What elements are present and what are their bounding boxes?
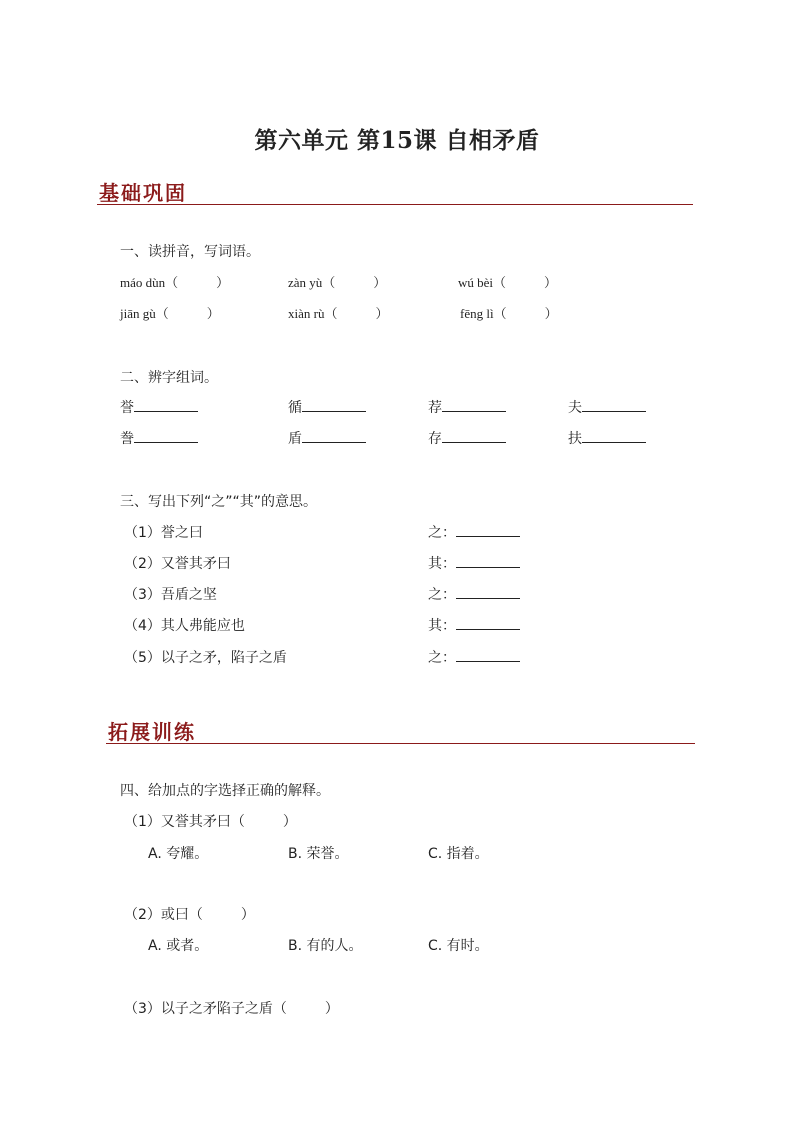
q1-item-5: xiàn rù（ ）: [288, 306, 389, 321]
section-heading-extend: 拓展训练: [108, 720, 196, 744]
q3-phrase-4: （4）其人弗能应也: [124, 618, 245, 634]
q2-item-3: 荐: [428, 397, 506, 417]
q4-option-1b: B. 荣誉。: [288, 846, 349, 862]
q1-item-2: zàn yù（ ）: [288, 275, 387, 290]
q4-option-2b: B. 有的人。: [288, 938, 363, 954]
q2-item-5: 誊: [120, 428, 198, 448]
q2-item-2: 循: [288, 397, 366, 417]
q3-phrase-3: （3）吾盾之坚: [124, 587, 217, 603]
q1-item-1: máo dùn（ ）: [120, 275, 230, 290]
page-title: 第六单元 第15课 自相矛盾: [254, 127, 540, 154]
q2-item-6: 盾: [288, 428, 366, 448]
q4-option-2c: C. 有时。: [428, 938, 489, 954]
q3-phrase-1: （1）誉之曰: [124, 525, 203, 541]
q3-answer-5: 之：: [428, 647, 520, 667]
section-divider-extend: [106, 743, 695, 744]
q2-item-7: 存: [428, 428, 506, 448]
q3-heading: 三、写出下列“之”“其”的意思。: [120, 494, 318, 510]
section-heading-basic: 基础巩固: [99, 181, 187, 205]
q2-item-1: 誉: [120, 397, 198, 417]
q3-answer-3: 之：: [428, 584, 520, 604]
q3-phrase-2: （2）又誉其矛曰: [124, 556, 231, 572]
q4-option-1a: A. 夸耀。: [148, 846, 209, 862]
q4-question-1: （1）又誉其矛曰（ ）: [124, 814, 297, 830]
q4-option-2a: A. 或者。: [148, 938, 209, 954]
q2-item-8: 扶: [568, 428, 646, 448]
q3-answer-2: 其：: [428, 553, 520, 573]
q1-item-6: fēng lì（ ）: [460, 306, 558, 321]
q1-item-4: jiān gù（ ）: [120, 306, 220, 321]
q4-question-2: （2）或曰（ ）: [124, 907, 255, 923]
q3-phrase-5: （5）以子之矛，陷子之盾: [124, 650, 287, 666]
q4-heading: 四、给加点的字选择正确的解释。: [120, 783, 330, 799]
q1-item-3: wú bèi（ ）: [458, 275, 558, 290]
q2-item-4: 夫: [568, 397, 646, 417]
q4-question-3: （3）以子之矛陷子之盾（ ）: [124, 1001, 339, 1017]
q2-heading: 二、辨字组词。: [120, 370, 218, 386]
q1-heading: 一、读拼音，写词语。: [120, 244, 260, 260]
section-divider-basic: [97, 204, 693, 205]
q3-answer-4: 其：: [428, 615, 520, 635]
q3-answer-1: 之：: [428, 522, 520, 542]
q4-option-1c: C. 指着。: [428, 846, 489, 862]
